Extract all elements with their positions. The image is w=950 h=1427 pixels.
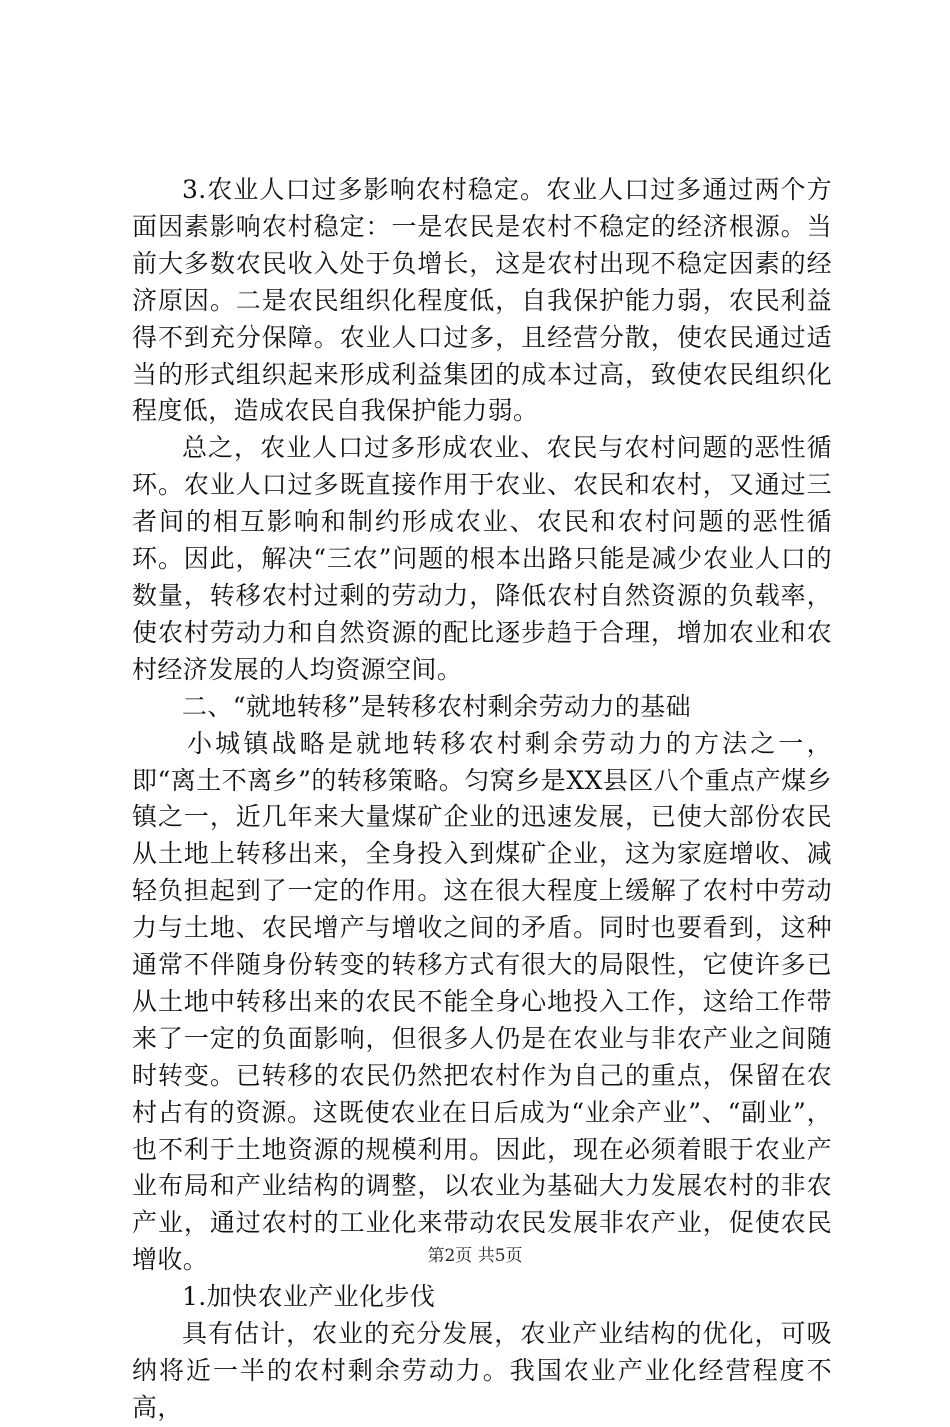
paragraph-summary: 总之，农业人口过多形成农业、农民与农村问题的恶性循环。农业人口过多既直接作用于农业、农民和农村，又通过三者间的相互影响和制约形成农业、农民和农村问题的恶性循环。因此，解决“三农”问题的根本出路只能是减少农业人口的数量，转移农村过剩的劳动力，降低农村自然资源的负载率，使农村劳动力和自然资源的配比逐步趋于合理，增加农业和农村经济发展的人均资源空间。: [132, 433, 832, 684]
document-body: [132, 172, 832, 1427]
paragraph-estimate: 具有估计，农业的充分发展，农业产业结构的优化，可吸纳将近一半的农村剩余劳动力。我国农业产业化经营程度不高，: [132, 1319, 832, 1422]
paragraph-rural-stability: 3.农业人口过多影响农村稳定。农业人口过多通过两个方面因素影响农村稳定：一是农民是农村不稳定的经济根源。当前大多数农民收入处于负增长，这是农村出现不稳定因素的经济原因。二是农民组织化程度低，自我保护能力弱，农民利益得不到充分保障。农业人口过多，且经营分散，使农民通过适当的形式组织起来形成利益集团的成本过高，致使农民组织化程度低，造成农民自我保护能力弱。: [132, 175, 832, 426]
section-heading-local-transfer: 二、“就地转移”是转移农村剩余劳动力的基础: [182, 691, 691, 721]
subheading-industrialization: 1.加快农业产业化步伐: [182, 1282, 436, 1312]
page-number-footer: 第2页 共5页: [427, 1246, 523, 1266]
paragraph-small-town-strategy: 小城镇战略是就地转移农村剩余劳动力的方法之一，即“离土不离乡”的转移策略。匀窝乡是XX县区八个重点产煤乡镇之一，近几年来大量煤矿企业的迅速发展，已使大部份农民从土地上转移出来，全身投入到煤矿企业，这为家庭增收、减轻负担起到了一定的作用。这在很大程度上缓解了农村中劳动力与土地、农民增产与增收之间的矛盾。同时也要看到，这种通常不伴随身份转变的转移方式有很大的局限性，它使许多已从土地中转移出来的农民不能全身心地投入工作，这给工作带来了一定的负面影响，但很多人仍是在农业与非农产业之间随时转变。已转移的农民仍然把农村作为自己的重点，保留在农村占有的资源。这既使农业在日后成为“业余产业”、“副业”，也不利于土地资源的规模利用。因此，现在必须着眼于农业产业布局和产业结构的调整，以农业为基础大力发展农村的非农产业，通过农村的工业化来带动农民发展非农产业，促使农民增收。: [132, 728, 832, 1275]
